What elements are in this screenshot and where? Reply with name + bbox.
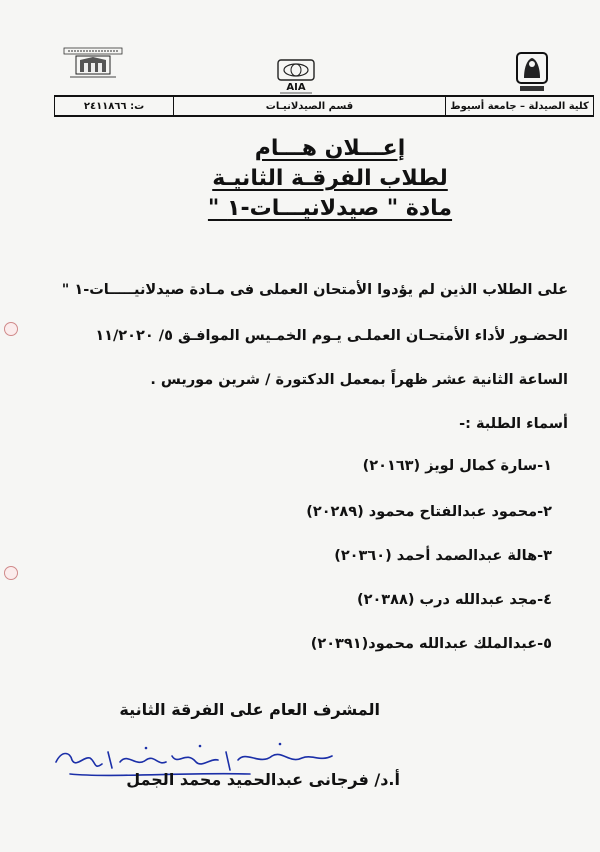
header-bar: [54, 95, 594, 117]
university-logo-icon: [62, 46, 124, 80]
punch-hole-icon: [4, 322, 18, 336]
student-item: ١-سارة كمال لويز (٢٠١٦٣): [362, 458, 552, 474]
students-heading: أسماء الطلبة :-: [459, 416, 568, 432]
student-item: ٤-مجد عبدالله درب (٢٠٣٨٨): [356, 592, 552, 608]
phone-number: ت: ٢٤١١٨٦٦: [83, 100, 145, 112]
body-line-1: على الطلاب الذين لم يؤدوا الأمتحان العملى فى مـادة صيدلانيـــــات-١ ": [61, 282, 568, 298]
announcement-title: إعـــلان هـــام: [254, 136, 406, 161]
body-line-3: الساعة الثانية عشر ظهراً بمعمل الدكتورة / شرين موريس .: [150, 372, 568, 388]
body-line-2: الحضـور لأداء الأمتحـان العملـى يـوم الخمـيس الموافـق ٥/ ١١/٢٠٢٠: [95, 328, 568, 344]
supervisor-title: المشرف العام على الفرقة الثانية: [119, 700, 380, 719]
announcement-subject: مادة " صيدلانيـــات-١ ": [207, 196, 453, 221]
student-item: ٥-عبدالملك عبدالله محمود(٢٠٣٩١): [310, 636, 552, 652]
faculty-logo-icon: [514, 50, 550, 94]
announcement-subtitle: لطلاب الفرقـة الثانيـة: [212, 166, 448, 191]
center-logo-text: AIA: [286, 82, 306, 93]
accreditation-logo-icon: [270, 58, 322, 96]
student-item: ٣-هالة عبدالصمد أحمد (٢٠٣٦٠): [334, 548, 552, 564]
department-name: قسم الصيدلانيـات: [173, 97, 445, 115]
supervisor-name: أ.د/ فرجانى عبدالحميد محمد الجمل: [126, 770, 400, 789]
student-item: ٢-محمود عبدالفتاح محمود (٢٠٢٨٩): [306, 504, 552, 520]
faculty-name: كلية الصيدلة – جامعة أسيوط: [445, 97, 593, 115]
punch-hole-icon: [4, 566, 18, 580]
